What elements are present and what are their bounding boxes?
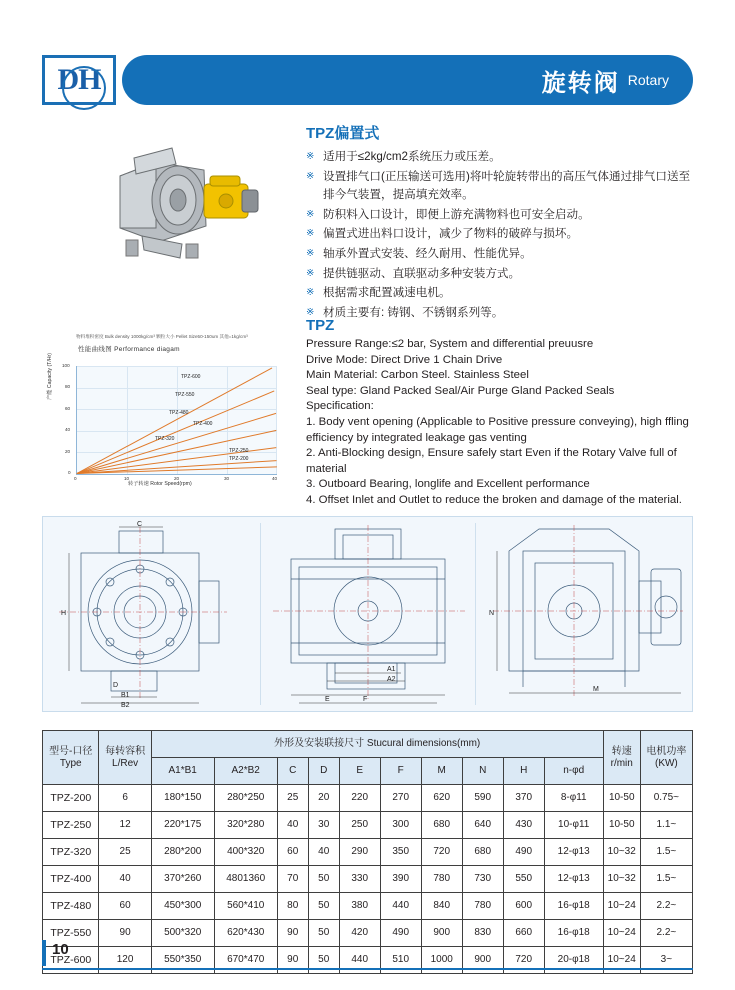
list-item xyxy=(306,304,698,323)
list-item xyxy=(306,265,698,284)
svg-text:C: C xyxy=(137,521,143,528)
cell-e: 420 xyxy=(339,920,380,947)
svg-text:M: M xyxy=(593,686,599,693)
cell-d: 20 xyxy=(308,785,339,812)
cell-h: 490 xyxy=(503,839,544,866)
list-item-text: 防积料入口设计，即便上游充满物料也可安全启动。 xyxy=(323,207,590,221)
cell-c: 40 xyxy=(277,812,308,839)
cell-m: 720 xyxy=(421,839,462,866)
cell-d: 40 xyxy=(308,839,339,866)
cell-volume: 120 xyxy=(99,947,151,974)
cell-nd: 20-φ18 xyxy=(544,947,603,974)
bullet-icon: ※ xyxy=(306,267,315,279)
list-item-text: 轴承外置式安装、经久耐用、性能优异。 xyxy=(323,246,532,260)
cell-e: 290 xyxy=(339,839,380,866)
chart-series-label: TPZ-400 xyxy=(193,421,213,427)
x-tick-label: 40 xyxy=(272,476,278,481)
col-volume-cn: 每转容积 xyxy=(105,745,146,757)
bullet-icon: ※ xyxy=(306,287,315,299)
chart-series-label: TPZ-550 xyxy=(175,392,195,398)
list-item xyxy=(306,168,698,205)
x-axis-label: 转子转速 Rotor Speed(rpm) xyxy=(128,481,192,487)
x-tick-label: 20 xyxy=(174,476,180,481)
y-tick-label: 80 xyxy=(65,384,71,389)
cell-a1b1: 550*350 xyxy=(151,947,214,974)
table-row xyxy=(43,893,693,920)
spec-line: 2. Anti-Blocking design, Ensure safely start Even if the Rotary Valve full of material xyxy=(306,447,677,475)
col-power xyxy=(640,731,692,785)
spec-line: Main Material: Carbon Steel. Stainless Steel xyxy=(306,369,529,382)
cell-n: 640 xyxy=(462,812,503,839)
cell-type: TPZ-200 xyxy=(43,785,99,812)
drawing-assembly-view xyxy=(483,521,689,707)
header-banner xyxy=(122,55,693,105)
cell-volume: 25 xyxy=(99,839,151,866)
svg-text:N: N xyxy=(489,610,495,617)
col-speed-en: r/min xyxy=(610,757,633,769)
cell-h: 430 xyxy=(503,812,544,839)
spec-line: Seal type: Gland Packed Seal/Air Purge Gland Packed Seals xyxy=(306,384,615,397)
cell-nd: 12-φ13 xyxy=(544,839,603,866)
cell-speed: 10~24 xyxy=(603,893,640,920)
col-type xyxy=(43,731,99,785)
gridline xyxy=(177,366,178,474)
cell-power: 1.5~ xyxy=(640,839,692,866)
list-item-text: 适用于≤2kg/cm2系统压力或压差。 xyxy=(323,150,501,163)
logo-circle-icon xyxy=(62,66,106,110)
cell-f: 490 xyxy=(380,920,421,947)
list-item xyxy=(306,245,698,264)
cell-type: TPZ-400 xyxy=(43,866,99,893)
x-tick-label: 10 xyxy=(124,476,130,481)
cell-speed: 10~24 xyxy=(603,920,640,947)
cell-a1b1: 370*260 xyxy=(151,866,214,893)
cell-a2b2: 620*430 xyxy=(214,920,277,947)
col-power-en: (KW) xyxy=(654,757,678,769)
table-row xyxy=(43,812,693,839)
col-speed-cn: 转速 xyxy=(611,745,632,757)
cell-e: 250 xyxy=(339,812,380,839)
section-title-cn: TPZ偏置式 xyxy=(306,125,380,142)
list-item xyxy=(306,206,698,225)
cell-h: 600 xyxy=(503,893,544,920)
svg-text:E: E xyxy=(325,696,330,703)
y-tick-label: 0 xyxy=(68,470,71,475)
panel-divider xyxy=(260,523,261,705)
cell-f: 440 xyxy=(380,893,421,920)
list-item xyxy=(306,148,698,167)
y-tick-label: 20 xyxy=(65,449,71,454)
chart-plot-area xyxy=(76,366,277,475)
cell-speed: 10~24 xyxy=(603,947,640,974)
col-d: D xyxy=(308,758,339,785)
cell-c: 60 xyxy=(277,839,308,866)
cell-type: TPZ-480 xyxy=(43,893,99,920)
cell-m: 680 xyxy=(421,812,462,839)
svg-text:H: H xyxy=(61,610,67,617)
cell-n: 730 xyxy=(462,866,503,893)
chart-series-label: TPZ-200 xyxy=(229,456,249,462)
cell-c: 90 xyxy=(277,947,308,974)
cell-f: 390 xyxy=(380,866,421,893)
cell-h: 660 xyxy=(503,920,544,947)
svg-text:D: D xyxy=(113,682,119,689)
cell-c: 90 xyxy=(277,920,308,947)
cell-speed: 10~32 xyxy=(603,866,640,893)
cell-a2b2: 560*410 xyxy=(214,893,277,920)
cell-h: 370 xyxy=(503,785,544,812)
svg-text:B1: B1 xyxy=(121,692,130,699)
chart-subtitle: 物料堆积密度 Bulk density 1000kg/cm³ 颗粒大小 Pellet Size50-150um 其他=1kg/cm³ xyxy=(76,334,248,339)
col-n: N xyxy=(462,758,503,785)
col-type-cn: 型号-口径 xyxy=(49,745,93,757)
chart-series-label: TPZ-480 xyxy=(169,410,189,416)
table-header-row xyxy=(43,731,693,758)
chart-series-label: TPZ-250 xyxy=(229,448,249,454)
cell-a2b2: 320*280 xyxy=(214,812,277,839)
cell-c: 80 xyxy=(277,893,308,920)
cell-a1b1: 180*150 xyxy=(151,785,214,812)
product-photo xyxy=(86,140,266,270)
col-a1b1: A1*B1 xyxy=(151,758,214,785)
cell-nd: 16-φ18 xyxy=(544,920,603,947)
col-c: C xyxy=(277,758,308,785)
cell-f: 300 xyxy=(380,812,421,839)
english-spec-block xyxy=(306,337,706,509)
chart-series-label: TPZ-600 xyxy=(181,374,201,380)
gridline xyxy=(227,366,228,474)
cell-speed: 10-50 xyxy=(603,785,640,812)
cell-d: 50 xyxy=(308,947,339,974)
table-body xyxy=(43,785,693,974)
col-e: E xyxy=(339,758,380,785)
table-row xyxy=(43,785,693,812)
cell-n: 900 xyxy=(462,947,503,974)
performance-chart xyxy=(48,330,298,505)
cell-speed: 10-50 xyxy=(603,812,640,839)
spec-line: 4. Offset Inlet and Outlet to reduce the broken and damage of the material. xyxy=(306,493,682,506)
cell-type: TPZ-600 xyxy=(43,947,99,974)
spec-line: Drive Mode: Direct Drive 1 Chain Drive xyxy=(306,353,503,366)
svg-text:A1: A1 xyxy=(387,666,396,673)
svg-text:A2: A2 xyxy=(387,676,396,683)
cell-a1b1: 450*300 xyxy=(151,893,214,920)
cell-speed: 10~32 xyxy=(603,839,640,866)
col-volume-en: L/Rev xyxy=(112,757,139,769)
cell-e: 440 xyxy=(339,947,380,974)
cell-d: 30 xyxy=(308,812,339,839)
cell-a1b1: 500*320 xyxy=(151,920,214,947)
cell-m: 780 xyxy=(421,866,462,893)
company-logo xyxy=(42,55,116,105)
cell-a2b2: 670*470 xyxy=(214,947,277,974)
cell-e: 330 xyxy=(339,866,380,893)
cell-c: 70 xyxy=(277,866,308,893)
list-item xyxy=(306,225,698,244)
feature-list xyxy=(306,148,698,323)
cell-d: 50 xyxy=(308,920,339,947)
cell-type: TPZ-250 xyxy=(43,812,99,839)
chart-series-label: TPZ-320 xyxy=(155,436,175,442)
gridline xyxy=(77,388,277,389)
specification-table xyxy=(42,730,693,974)
cell-n: 590 xyxy=(462,785,503,812)
technical-drawings-panel xyxy=(42,516,693,712)
cell-a2b2: 4801360 xyxy=(214,866,277,893)
cell-a1b1: 220*175 xyxy=(151,812,214,839)
drawing-front-view xyxy=(49,521,259,707)
list-item-text: 根据需求配置减速电机。 xyxy=(323,286,451,300)
section-title-en: TPZ xyxy=(306,317,335,334)
cell-d: 50 xyxy=(308,866,339,893)
table-row xyxy=(43,839,693,866)
y-tick-label: 100 xyxy=(62,363,70,368)
footer-divider xyxy=(42,968,693,970)
cell-h: 550 xyxy=(503,866,544,893)
y-axis-label: 产能 Capacity (T/Hr) xyxy=(47,353,53,400)
col-f: F xyxy=(380,758,421,785)
cell-power: 1.5~ xyxy=(640,866,692,893)
cell-a2b2: 280*250 xyxy=(214,785,277,812)
gridline xyxy=(77,366,277,367)
cell-d: 50 xyxy=(308,893,339,920)
cell-e: 380 xyxy=(339,893,380,920)
cell-power: 0.75~ xyxy=(640,785,692,812)
col-a2b2: A2*B2 xyxy=(214,758,277,785)
col-group-dimensions: 外形及安装联接尺寸 Stucural dimensions(mm) xyxy=(151,731,603,758)
cell-m: 1000 xyxy=(421,947,462,974)
header-title-cn: 旋转阀 xyxy=(541,69,620,97)
bullet-icon: ※ xyxy=(306,170,315,182)
cell-c: 25 xyxy=(277,785,308,812)
cell-nd: 10-φ11 xyxy=(544,812,603,839)
cell-type: TPZ-320 xyxy=(43,839,99,866)
gridline xyxy=(276,366,277,474)
cell-nd: 12-φ13 xyxy=(544,866,603,893)
panel-divider xyxy=(475,523,476,705)
chart-title: 性能曲线图 Performance diagam xyxy=(78,346,180,353)
list-item-text: 提供链驱动、直联驱动多种安装方式。 xyxy=(323,266,521,280)
x-tick-label: 0 xyxy=(74,476,77,481)
col-power-cn: 电机功率 xyxy=(646,745,687,757)
col-m: M xyxy=(421,758,462,785)
list-item xyxy=(306,284,698,303)
cell-volume: 6 xyxy=(99,785,151,812)
cell-a1b1: 280*200 xyxy=(151,839,214,866)
cell-type: TPZ-550 xyxy=(43,920,99,947)
list-item-text: 偏置式进出料口设计，减少了物料的破碎与损坏。 xyxy=(323,227,579,241)
table-row xyxy=(43,866,693,893)
header-title-en: Rotary xyxy=(627,72,669,88)
bullet-icon: ※ xyxy=(306,228,315,240)
cell-f: 350 xyxy=(380,839,421,866)
logo-text: DH xyxy=(57,63,101,96)
svg-text:B2: B2 xyxy=(121,702,130,707)
cell-f: 270 xyxy=(380,785,421,812)
table-row xyxy=(43,920,693,947)
bullet-icon: ※ xyxy=(306,247,315,259)
cell-e: 220 xyxy=(339,785,380,812)
col-type-en: Type xyxy=(59,757,82,769)
col-nd: n-φd xyxy=(544,758,603,785)
drawing-side-view xyxy=(267,521,473,707)
y-tick-label: 40 xyxy=(65,427,71,432)
x-tick-label: 30 xyxy=(224,476,230,481)
spec-line: 3. Outboard Bearing, longlife and Excellent performance xyxy=(306,478,590,491)
cell-a2b2: 400*320 xyxy=(214,839,277,866)
page-number: 10 xyxy=(52,941,69,958)
cell-power: 2.2~ xyxy=(640,920,692,947)
spec-line: 1. Body vent opening (Applicable to Positive pressure conveying), high ffling efficiency by integrated leakage gas venting xyxy=(306,415,689,444)
bullet-icon: ※ xyxy=(306,151,315,162)
spec-line: Pressure Range:≤2 bar, System and differential preuusre xyxy=(306,338,594,350)
cell-volume: 60 xyxy=(99,893,151,920)
cell-power: 1.1~ xyxy=(640,812,692,839)
col-volume xyxy=(99,731,151,785)
cell-volume: 40 xyxy=(99,866,151,893)
cell-volume: 90 xyxy=(99,920,151,947)
cell-m: 900 xyxy=(421,920,462,947)
col-speed xyxy=(603,731,640,785)
cell-h: 720 xyxy=(503,947,544,974)
spec-line: Specification: xyxy=(306,400,374,413)
y-tick-label: 60 xyxy=(65,406,71,411)
cell-power: 2.2~ xyxy=(640,893,692,920)
cell-volume: 12 xyxy=(99,812,151,839)
bullet-icon: ※ xyxy=(306,208,315,220)
cell-n: 680 xyxy=(462,839,503,866)
footer-accent xyxy=(42,940,46,966)
cell-f: 510 xyxy=(380,947,421,974)
cell-n: 830 xyxy=(462,920,503,947)
cell-nd: 8-φ11 xyxy=(544,785,603,812)
cell-power: 3~ xyxy=(640,947,692,974)
svg-text:F: F xyxy=(363,696,368,703)
list-item-text: 设置排气口(正压输送可选用)将叶轮旋转带出的高压气体通过排气口送至排今气装置，提高填充效率。 xyxy=(323,169,691,202)
cell-nd: 16-φ18 xyxy=(544,893,603,920)
cell-m: 620 xyxy=(421,785,462,812)
bullet-icon: ※ xyxy=(306,306,315,318)
col-h: H xyxy=(503,758,544,785)
list-item-text: 材质主要有: 铸钢、不锈钢系列等。 xyxy=(323,305,504,319)
logo-mark xyxy=(58,63,101,97)
cell-m: 840 xyxy=(421,893,462,920)
cell-n: 780 xyxy=(462,893,503,920)
